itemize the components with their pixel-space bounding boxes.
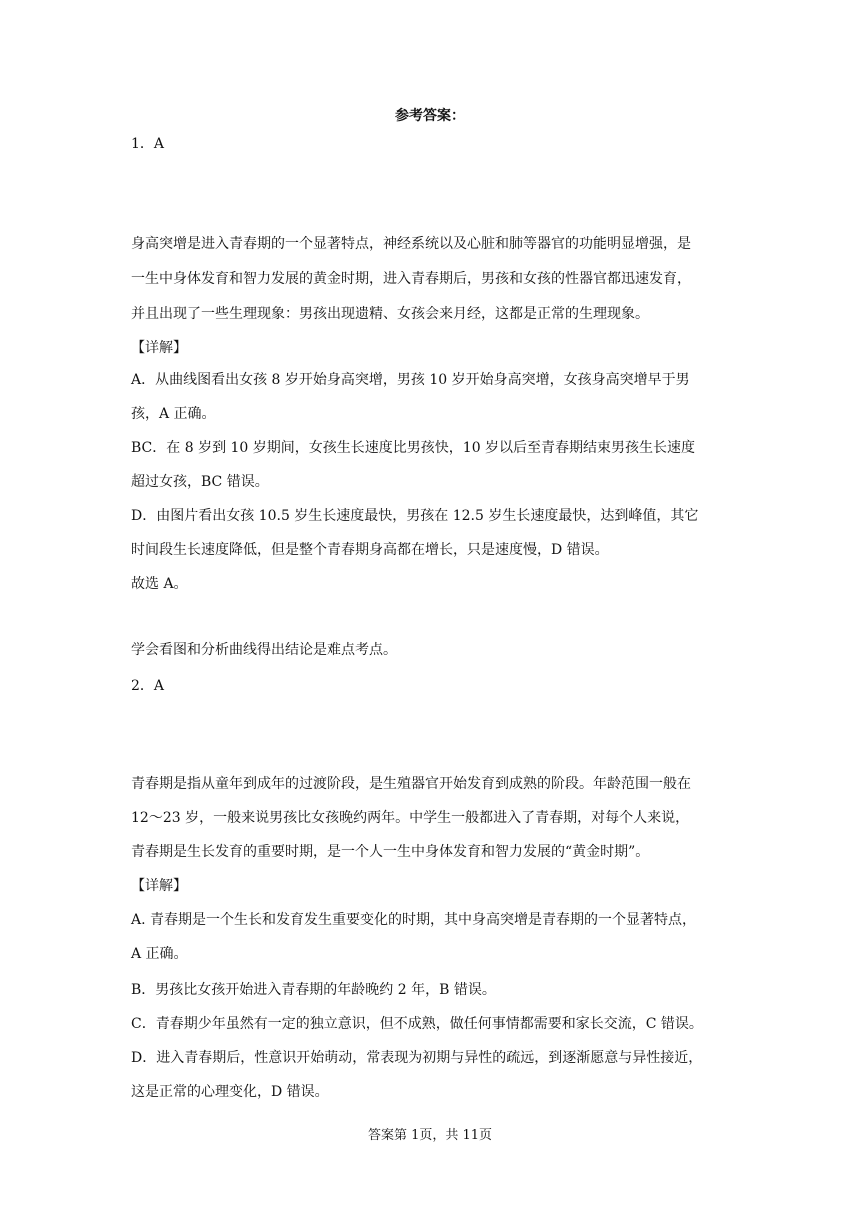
q2-option-d: [131, 1046, 731, 1104]
q2-option-c: C．青春期少年虽然有一定的独立意识，但不成熟，做任何事情都需要和家长交流，C 错误。: [131, 1016, 703, 1032]
option-line: 时间段生长速度降低，但是整个青春期身高都在增长，只是速度慢，D 错误。: [131, 542, 609, 558]
q1-conclusion: 故选 A。: [131, 576, 188, 592]
q1-option-a: [131, 368, 731, 426]
q1-answer: 1．A: [131, 136, 165, 152]
q2-option-a: [131, 908, 731, 966]
option-line: A 正确。: [131, 946, 188, 962]
q2-analysis-line: 青春期是指从童年到成年的过渡阶段，是生殖器官开始发育到成熟的阶段。年龄范围一般在: [131, 776, 691, 792]
option-line: 超过女孩，BC 错误。: [131, 474, 269, 490]
q2-detail-label: 【详解】: [131, 878, 187, 894]
q1-analysis: [131, 232, 731, 337]
q2-analysis-line: 青春期是生长发育的重要时期，是一个人一生中身体发育和智力发展的“黄金时期”。: [131, 844, 650, 860]
option-line: D．由图片看出女孩 10.5 岁生长速度最快，男孩在 12.5 岁生长速度最快，达到峰值，其它: [131, 508, 699, 524]
option-line: BC．在 8 岁到 10 岁期间，女孩生长速度比男孩快，10 岁以后至青春期结束男孩生长速度: [131, 440, 696, 456]
q2-option-b: B．男孩比女孩开始进入青春期的年龄晚约 2 年，B 错误。: [131, 982, 496, 998]
option-line: A．从曲线图看出女孩 8 岁开始身高突增，男孩 10 岁开始身高突增，女孩身高突增早于男: [131, 372, 690, 388]
q1-analysis-line: 身高突增是进入青春期的一个显著特点，神经系统以及心脏和肺等器官的功能明显增强，是: [131, 236, 691, 252]
option-line: 这是正常的心理变化，D 错误。: [131, 1084, 329, 1100]
page-title: 参考答案：: [395, 108, 465, 124]
option-line: 孩，A 正确。: [131, 406, 216, 422]
q2-analysis-line: 12～23 岁，一般来说男孩比女孩晚约两年。中学生一般都进入了青春期，对每个人来说，: [131, 810, 690, 826]
q2-answer: 2．A: [131, 678, 165, 694]
q1-option-bc: [131, 436, 731, 494]
q1-analysis-line: 一生中身体发育和智力发展的黄金时期，进入青春期后，男孩和女孩的性器官都迅速发育，: [131, 271, 691, 287]
option-line: D．进入青春期后，性意识开始萌动，常表现为初期与异性的疏远，到逐渐愿意与异性接近，: [131, 1050, 703, 1066]
page-footer: 答案第 1页，共 11页: [367, 1128, 493, 1143]
q1-detail-label: 【详解】: [131, 340, 187, 356]
q1-option-d: [131, 504, 731, 562]
q1-analysis-line: 并且出现了一些生理现象：男孩出现遗精、女孩会来月经，这都是正常的生理现象。: [131, 306, 649, 322]
q1-comment: 学会看图和分析曲线得出结论是难点考点。: [131, 642, 397, 658]
q2-analysis: [131, 772, 731, 874]
option-line: A. 青春期是一个生长和发育发生重要变化的时期，其中身高突增是青春期的一个显著特点，: [131, 912, 697, 928]
